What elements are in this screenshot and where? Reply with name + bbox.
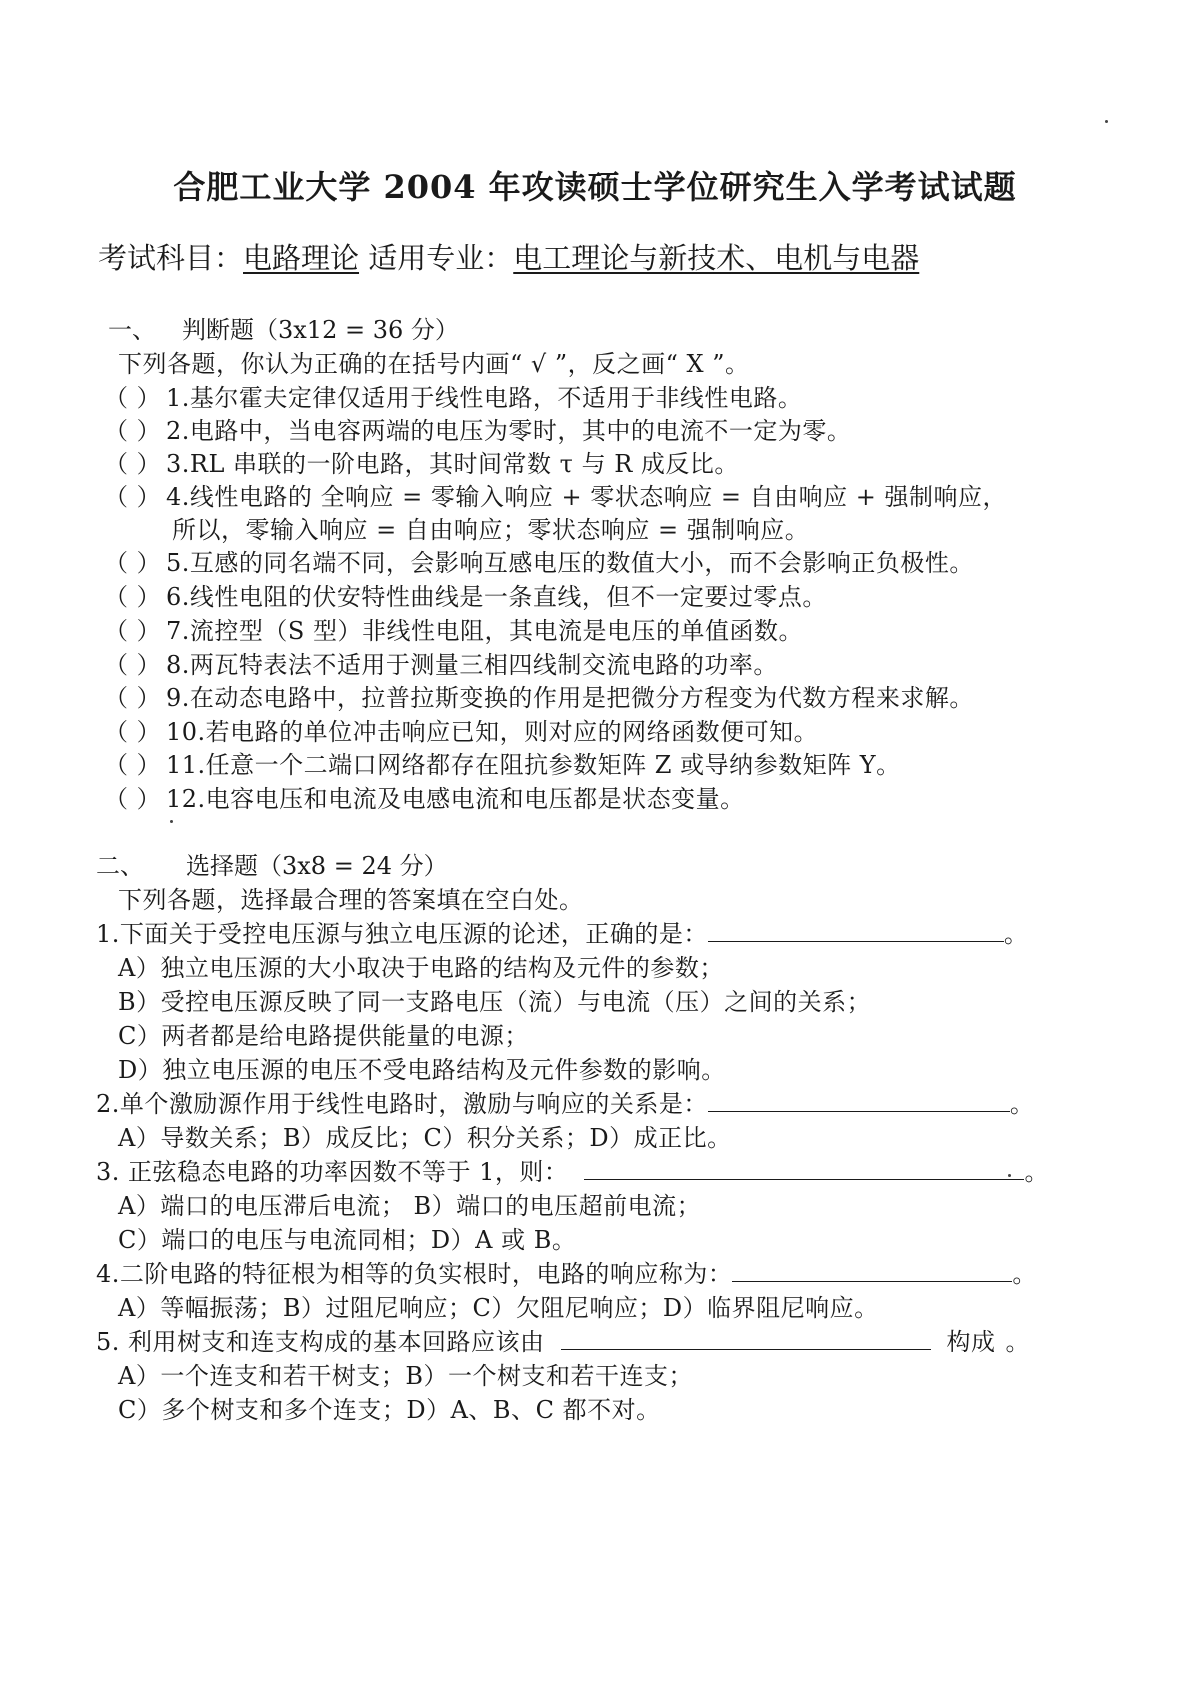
question-mid: 构成: [946, 1328, 996, 1356]
answer-blank: [708, 1089, 1010, 1112]
judge-item-text: 12.电容电压和电流及电感电流和电压都是状态变量。: [166, 785, 745, 813]
judge-item-text: 4.线性电路的 全响应 = 零输入响应 + 零状态响应 = 自由响应 + 强制响应，: [166, 483, 1007, 511]
subject-label: 考试科目：: [98, 241, 244, 275]
judge-item: [104, 378, 802, 413]
judge-item-text: 6.线性电阻的伏安特性曲线是一条直线，但不一定要过零点。: [166, 583, 827, 611]
judge-item-text: 5.互感的同名端不同，会影响互感电压的数值大小，而不会影响正负极性。: [166, 549, 974, 577]
subject-value: 电路理论: [243, 241, 360, 275]
subject-line: [98, 236, 919, 277]
major-value: 电工理论与新技术、电机与电器: [513, 241, 920, 275]
judge-item: [104, 645, 778, 680]
answer-blank: [708, 919, 1004, 942]
judge-item-text: 8.两瓦特表法不适用于测量三相四线制交流电路的功率。: [166, 651, 778, 679]
scan-speck: [1008, 1174, 1011, 1177]
answer-paren: （ ）: [104, 617, 162, 645]
question-end: 。: [1012, 1260, 1037, 1288]
exam-title: 合肥工业大学 2004 年攻读硕士学位研究生入学考试试题: [173, 168, 1017, 206]
answer-paren: （ ）: [104, 684, 162, 712]
answer-paren: （ ）: [104, 751, 162, 779]
option-line: A）等幅振荡；B）过阻尼响应；C）欠阻尼响应；D）临界阻尼响应。: [118, 1294, 879, 1322]
option-line: A）导数关系；B）成反比；C）积分关系；D）成正比。: [118, 1124, 732, 1152]
answer-paren: （ ）: [104, 549, 162, 577]
scan-speck: [1105, 120, 1108, 123]
section2-number: 二、: [96, 852, 144, 880]
section1-title: 判断题（3x12 = 36 分）: [182, 316, 459, 344]
judge-item-text: 2.电路中，当电容两端的电压为零时，其中的电流不一定为零。: [166, 417, 852, 445]
judge-item: [104, 678, 974, 713]
question-end: 。: [1005, 1328, 1031, 1356]
judge-item: [104, 543, 974, 578]
judge-item: [104, 577, 827, 612]
choice-question-4: [96, 1254, 1037, 1289]
choice-question-3: [96, 1152, 1049, 1187]
judge-item: [104, 477, 1007, 512]
section1-number: 一、: [108, 316, 156, 344]
section2-heading: [96, 846, 448, 881]
question-end: 。: [1009, 1090, 1035, 1118]
question-text: 5. 利用树支和连支构成的基本回路应该由: [96, 1328, 545, 1356]
option-line: A）一个连支和若干树支；B）一个树支和若干连支；: [118, 1362, 693, 1390]
option-line: B）受控电压源反映了同一支路电压（流）与电流（压）之间的关系；: [118, 988, 872, 1016]
judge-item: [104, 779, 745, 814]
option-line: D）独立电压源的电压不受电路结构及元件参数的影响。: [118, 1056, 726, 1084]
judge-item-text: 1.基尔霍夫定律仅适用于线性电路，不适用于非线性电路。: [166, 384, 803, 412]
choice-question-5: [96, 1322, 1030, 1357]
judge-item-text: 11.任意一个二端口网络都存在阻抗参数矩阵 Z 或导纳参数矩阵 Y。: [166, 751, 901, 779]
answer-blank: [561, 1327, 931, 1350]
answer-blank: [584, 1157, 1024, 1180]
judge-item-continuation: 所以，零输入响应 = 自由响应；零状态响应 = 强制响应。: [172, 516, 810, 544]
answer-paren: （ ）: [104, 384, 162, 412]
judge-item: [104, 444, 739, 479]
option-line: C）多个树支和多个连支；D）A、B、C 都不对。: [118, 1396, 661, 1424]
choice-question-1: [96, 914, 1028, 949]
judge-item: [104, 745, 901, 780]
judge-item: [104, 611, 803, 646]
option-line: A）独立电压源的大小取决于电路的结构及元件的参数；: [118, 954, 724, 982]
choice-question-2: [96, 1084, 1034, 1119]
judge-item-text: 9.在动态电路中，拉普拉斯变换的作用是把微分方程变为代数方程来求解。: [166, 684, 974, 712]
answer-paren: （ ）: [104, 417, 162, 445]
question-text: 2.单个激励源作用于线性电路时，激励与响应的关系是：: [96, 1090, 708, 1118]
section1-instruction: 下列各题，你认为正确的在括号内画“ √ ”，反之画“ X ”。: [118, 350, 750, 378]
answer-paren: （ ）: [104, 450, 162, 478]
judge-item: [104, 712, 818, 747]
answer-blank: [732, 1259, 1012, 1282]
option-line: A）端口的电压滞后电流； B）端口的电压超前电流；: [118, 1192, 702, 1220]
option-line: C）端口的电压与电流同相；D）A 或 B。: [118, 1226, 577, 1254]
option-line: C）两者都是给电路提供能量的电源；: [118, 1022, 529, 1050]
judge-item-text: 10.若电路的单位冲击响应已知，则对应的网络函数便可知。: [166, 718, 819, 746]
question-text: 4.二阶电路的特征根为相等的负实根时，电路的响应称为：: [96, 1260, 733, 1288]
judge-item-text: 3.RL 串联的一阶电路，其时间常数 τ 与 R 成反比。: [166, 450, 739, 478]
question-text: 1.下面关于受控电压源与独立电压源的论述，正确的是：: [96, 920, 708, 948]
question-text: 3. 正弦稳态电路的功率因数不等于 1，则：: [96, 1158, 569, 1186]
judge-item-text: 7.流控型（S 型）非线性电阻，其电流是电压的单值函数。: [166, 617, 803, 645]
section1-heading: [108, 310, 459, 345]
answer-paren: （ ）: [104, 651, 162, 679]
question-end: 。: [1003, 920, 1029, 948]
major-label: 适用专业：: [359, 241, 514, 275]
answer-paren: （ ）: [104, 785, 162, 813]
answer-paren: （ ）: [104, 483, 162, 511]
answer-paren: （ ）: [104, 583, 162, 611]
section2-instruction: 下列各题，选择最合理的答案填在空白处。: [118, 886, 584, 914]
section2-title: 选择题（3x8 = 24 分）: [186, 852, 448, 880]
question-end: 。: [1024, 1158, 1049, 1186]
judge-item: [104, 411, 851, 446]
scan-speck: [170, 820, 173, 823]
answer-paren: （ ）: [104, 718, 162, 746]
